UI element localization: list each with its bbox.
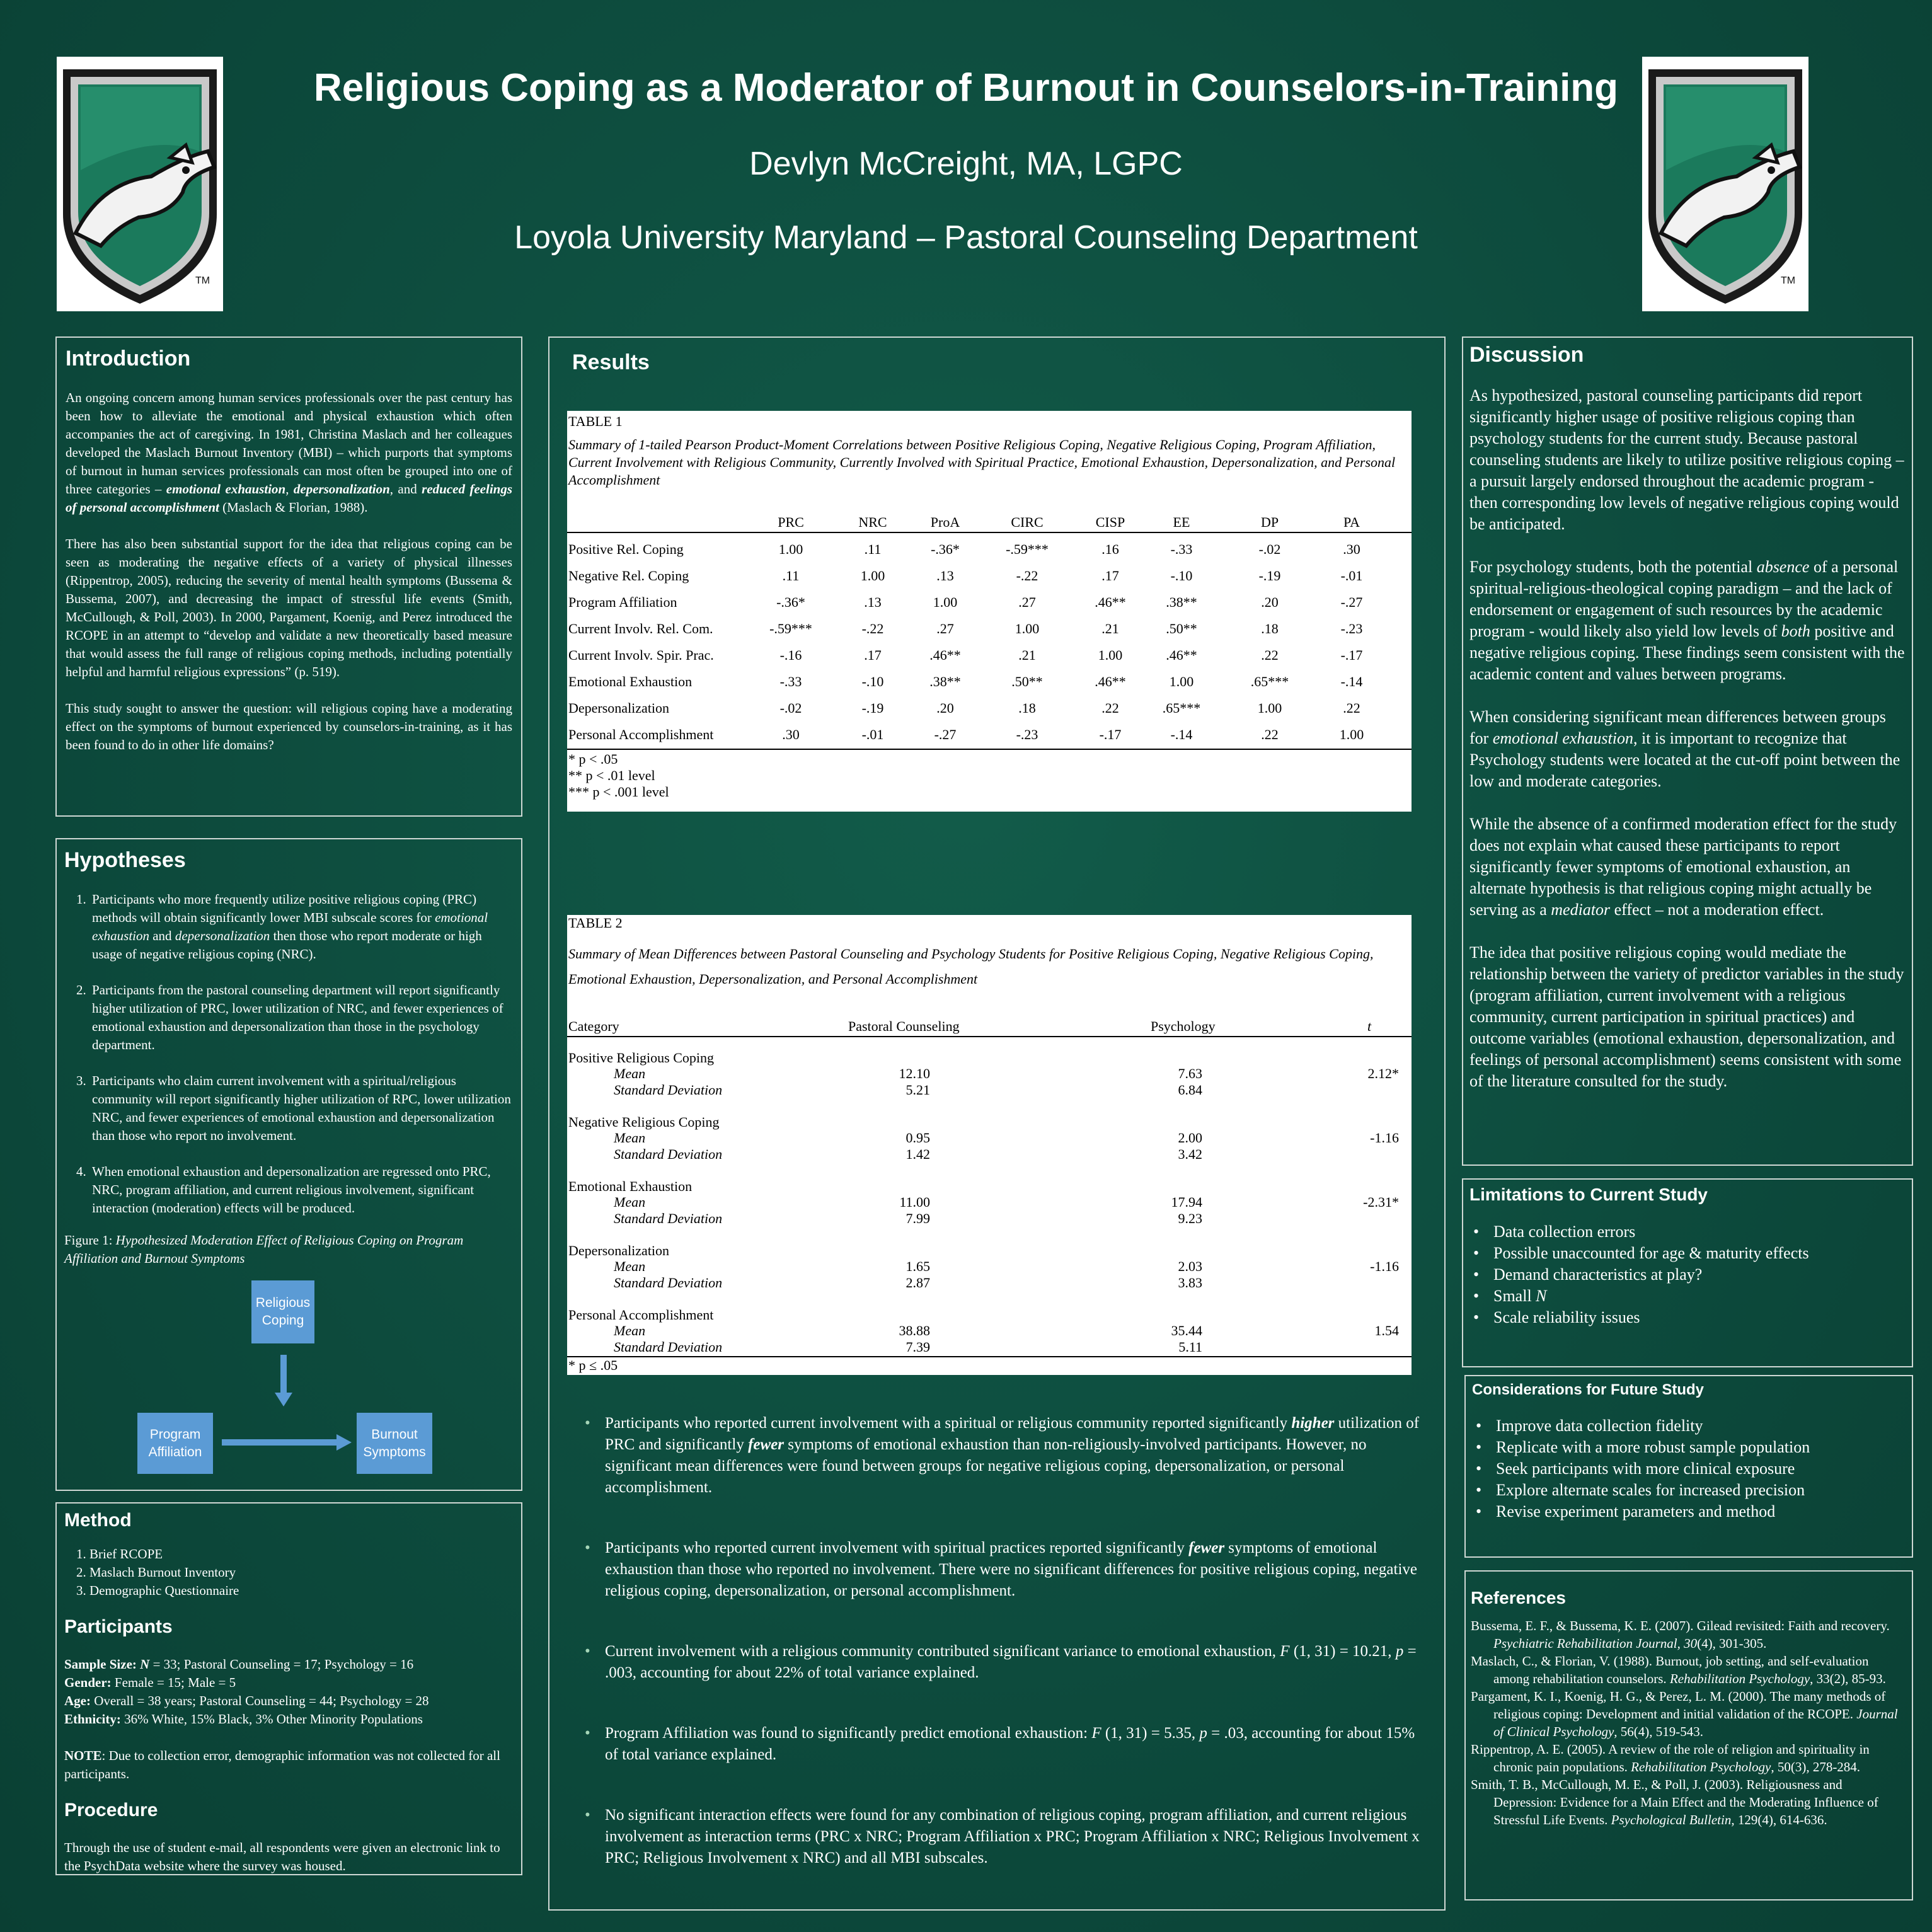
results-panel	[548, 336, 1446, 1911]
table2-psychology-mean: 2.03	[1178, 1258, 1202, 1274]
reference-item: Pargament, K. I., Koenig, H. G., & Perez, L. M. (2000). The many methods of religious coping: Development and initial validation of the RCOPE. Journal of Clinical Psychology, 56(4), 519-543.	[1471, 1689, 1898, 1739]
procedure-body: Through the use of student e-mail, all respondents were given an electronic link to the PsychData website where the survey was housed.	[64, 1840, 500, 1873]
table2-header-pastoral: Pastoral Counseling	[848, 1018, 960, 1034]
limitation-item: • Small N	[1493, 1285, 1906, 1307]
table1-cell: .22	[1101, 700, 1119, 716]
table1-row-label: Depersonalization	[568, 700, 670, 716]
table1-cell: .65***	[1162, 700, 1201, 716]
table2-pastoral-sd: 2.87	[906, 1275, 930, 1291]
table2-t-value: -1.16	[1370, 1258, 1399, 1274]
table1-cell: -.59***	[1006, 541, 1049, 557]
table1-cell: 1.00	[933, 594, 958, 610]
table2-category: Positive Religious Coping	[568, 1050, 715, 1066]
method-item-2: 2. Maslach Burnout Inventory	[89, 1563, 514, 1582]
table2-psychology-mean: 35.44	[1171, 1323, 1202, 1338]
table1-cell: 1.00	[778, 541, 803, 557]
table1-cell: -.19	[1258, 568, 1281, 584]
hypothesis-1: 1. Participants who more frequently utilize positive religious coping (PRC) methods will obtain significantly lower MBI subscale scores for emotional exhaustion and depersonalization then those who report moderate or high usage of negative religious coping (NRC).	[89, 890, 514, 963]
table1-cell: .46**	[1095, 674, 1126, 689]
table1-column-header: CISP	[1095, 514, 1125, 530]
table1-notes	[568, 751, 669, 800]
table1-column-header: PA	[1343, 514, 1360, 530]
table2-pastoral-sd: 1.42	[906, 1146, 930, 1162]
discussion-paragraph-4: While the absence of a confirmed moderation effect for the study does not explain what caused these participants to report significantly fewer symptoms of emotional exhaustion, an alternate hypothesis is that religious coping might actually be serving as a mediator effect – not a moderation effect.	[1469, 815, 1897, 919]
table2-psychology-sd: 6.84	[1178, 1082, 1202, 1098]
discussion-title: Discussion	[1469, 343, 1584, 367]
gender: Gender: Female = 15; Male = 5	[64, 1675, 236, 1690]
table2-pastoral-mean: 11.00	[899, 1194, 930, 1210]
limitations-list	[1469, 1221, 1906, 1328]
table1-cell: -.14	[1340, 674, 1363, 689]
mean-differences-table	[567, 915, 1412, 1375]
method-list	[64, 1545, 514, 1600]
table1-cell: 1.00	[1339, 727, 1364, 742]
table1-cell: -.17	[1099, 727, 1122, 742]
table1-cell: -.23	[1340, 621, 1363, 636]
limitation-item: • Demand characteristics at play?	[1493, 1264, 1906, 1285]
references-title: References	[1471, 1588, 1566, 1607]
limitations-title: Limitations to Current Study	[1469, 1185, 1708, 1204]
diagram-box-religious-coping: Religious Coping	[251, 1280, 314, 1343]
discussion-panel	[1462, 336, 1913, 1166]
table1-label: TABLE 1	[568, 413, 623, 429]
table1-cell: 1.00	[1015, 621, 1040, 636]
hypothesis-3: 3. Participants who claim current involvement with a spiritual/religious community will report significantly higher utilization of RPC, lower utilization NRC, and fewer experiences of emotional exhaustion and depersonalization than those who report no involvement.	[89, 1072, 514, 1145]
finding-1: • Participants who reported current involvement with a spiritual or religious community reported significantly higher utilization of PRC and significantly fewer symptoms of emotional exhaustion than non-religiously-involved participants. However, no significant mean differences were found between groups for negative religious coping, depersonalization, or personal accomplishment.	[605, 1413, 1424, 1498]
correlation-table	[567, 411, 1412, 812]
table1-bottom-rule	[567, 749, 1412, 750]
table1-column-header: NRC	[858, 514, 887, 530]
table1-cell: .13	[936, 568, 954, 584]
table2-header-t: t	[1367, 1018, 1372, 1034]
future-item: • Revise experiment parameters and method	[1496, 1501, 1906, 1522]
table2-header-category: Category	[568, 1018, 619, 1034]
table2-psychology-sd: 3.42	[1178, 1146, 1202, 1162]
table1-cell: .50**	[1166, 621, 1197, 636]
figure-caption: Figure 1: Hypothesized Moderation Effect of Religious Coping on Program Affiliation and Burnout Symptoms	[64, 1233, 464, 1266]
table2-psychology-sd: 9.23	[1178, 1210, 1202, 1226]
table1-cell: -.23	[1016, 727, 1038, 742]
table1-cell: .22	[1343, 700, 1360, 716]
table1-cell: .22	[1261, 727, 1279, 742]
limitation-item: • Data collection errors	[1493, 1221, 1906, 1243]
table2-t-value: 2.12*	[1367, 1066, 1399, 1081]
table1-column-header: ProA	[930, 514, 960, 530]
table2-mean-label: Mean	[614, 1258, 646, 1274]
table1-cell: -.19	[861, 700, 884, 716]
table1-cell: .38**	[929, 674, 961, 689]
limitation-item: • Scale reliability issues	[1493, 1307, 1906, 1328]
table1-cell: .20	[1261, 594, 1279, 610]
table1-cell: .46**	[1095, 594, 1126, 610]
table1-row-label: Personal Accomplishment	[568, 727, 714, 742]
diagram-box-program-affiliation: Program Affiliation	[137, 1413, 213, 1474]
table1-cell: .65***	[1250, 674, 1289, 689]
table2-pastoral-mean: 0.95	[906, 1130, 930, 1146]
table1-cell: .22	[1261, 647, 1279, 663]
table2-mean-label: Mean	[614, 1194, 646, 1210]
table2-pastoral-mean: 38.88	[899, 1323, 930, 1338]
table1-cell: .18	[1018, 700, 1036, 716]
table1-note: *** p < .001 level	[568, 784, 669, 800]
table1-note: * p < .05	[568, 751, 618, 767]
table1-cell: .30	[1343, 541, 1360, 557]
participants-body	[64, 1655, 514, 1783]
discussion-paragraph-2: For psychology students, both the potential absence of a personal spiritual-religious-theological coping paradigm – and the lack of endorsement or engagement of such resources by the academic program - would likely also yield low levels of both positive and negative religious coping. These findings seem consistent with the academic content and values between programs.	[1469, 558, 1905, 683]
participants-title: Participants	[64, 1616, 173, 1637]
introduction-body	[66, 389, 512, 754]
table2-pastoral-sd: 7.39	[906, 1339, 930, 1355]
references-list	[1471, 1617, 1907, 1829]
results-title: Results	[572, 350, 650, 374]
sample-size: Sample Size: N = 33; Pastoral Counseling = 17; Psychology = 16	[64, 1657, 414, 1672]
future-item: • Improve data collection fidelity	[1496, 1415, 1906, 1437]
table2-category: Negative Religious Coping	[568, 1114, 720, 1130]
results-findings	[584, 1413, 1424, 1869]
table1-cell: -.17	[1340, 647, 1363, 663]
age: Age: Overall = 38 years; Pastoral Counseling = 44; Psychology = 28	[64, 1693, 429, 1708]
table1-cell: .50**	[1011, 674, 1043, 689]
table2-t-value: 1.54	[1374, 1323, 1399, 1338]
table1-cell: .21	[1018, 647, 1036, 663]
table2-label: TABLE 2	[568, 915, 623, 931]
table2-mean-label: Mean	[614, 1066, 646, 1081]
table1-cell: -.02	[779, 700, 802, 716]
affiliation: Loyola University Maryland – Pastoral Counseling Department	[514, 219, 1418, 256]
references-panel	[1464, 1570, 1913, 1900]
table2-category: Emotional Exhaustion	[568, 1178, 693, 1194]
reference-item: Rippentrop, A. E. (2005). A review of the role of religion and spirituality in chronic pain populations. Rehabilitation Psychology, 50(3), 278-284.	[1471, 1742, 1870, 1774]
table1-cell: -.33	[1170, 541, 1193, 557]
table1-cell: -.14	[1170, 727, 1193, 742]
table1-cell: .38**	[1166, 594, 1197, 610]
table1-cell: .13	[864, 594, 882, 610]
table1-cell: -.33	[779, 674, 802, 689]
table1-cell: -.27	[934, 727, 957, 742]
table2-psychology-mean: 17.94	[1171, 1194, 1202, 1210]
table2-category: Depersonalization	[568, 1243, 670, 1258]
method-title: Method	[64, 1510, 132, 1531]
future-study-panel	[1464, 1375, 1913, 1558]
table1-cell: .20	[936, 700, 954, 716]
table2-caption: Summary of Mean Differences between Pastoral Counseling and Psychology Students for Positive Religious Coping, Negative Religious Coping, Emotional Exhaustion, Depersonalization, and Personal Accomplishment	[568, 946, 1374, 987]
table1-cell: .46**	[929, 647, 961, 663]
table2-t-value: -2.31*	[1363, 1194, 1399, 1210]
hypotheses-panel	[55, 838, 522, 1491]
hypothesis-2: 2. Participants from the pastoral counseling department will report significantly higher utilization of PRC, lower utilization of NRC, and fewer experiences of emotional exhaustion and depersonalization than those in the psychology department.	[89, 981, 514, 1054]
table2-t-value: -1.16	[1370, 1130, 1399, 1146]
table1-cell: -.02	[1258, 541, 1281, 557]
table2-category: Personal Accomplishment	[568, 1307, 714, 1323]
table2-pastoral-mean: 12.10	[899, 1066, 930, 1081]
table1-cell: -.22	[861, 621, 884, 636]
future-item: • Replicate with a more robust sample population	[1496, 1437, 1906, 1458]
table2-sd-label: Standard Deviation	[614, 1146, 723, 1162]
hypothesis-4: 4. When emotional exhaustion and depersonalization are regressed onto PRC, NRC, program affiliation, and current religious involvement, significant interaction (moderation) effects will be produced.	[89, 1163, 514, 1217]
table2-mean-label: Mean	[614, 1130, 646, 1146]
reference-item: Maslach, C., & Florian, V. (1988). Burnout, job setting, and self-evaluation among rehabilitation counselors. Rehabilitation Psychology, 33(2), 85-93.	[1471, 1653, 1886, 1686]
table2-psychology-sd: 3.83	[1178, 1275, 1202, 1291]
table1-column-header: EE	[1173, 514, 1190, 530]
table1-cell: -.59***	[769, 621, 812, 636]
table1-cell: .16	[1101, 541, 1119, 557]
table2-sd-label: Standard Deviation	[614, 1275, 723, 1291]
intro-paragraph-3: This study sought to answer the question: will religious coping have a moderating effect on the symptoms of burnout experienced by counselors-in-training, as it has been found to do in other life domains?	[66, 701, 512, 752]
table1-cell: -.01	[1340, 568, 1363, 584]
discussion-body	[1469, 385, 1906, 1092]
finding-4: • Program Affiliation was found to significantly predict emotional exhaustion: F (1, 31) = 5.35, p = .03, accounting for about 15% of total variance explained.	[605, 1723, 1424, 1766]
table1-cell: 1.00	[1169, 674, 1194, 689]
table1-row-label: Current Involv. Spir. Prac.	[568, 647, 714, 663]
table1-column-header: PRC	[778, 514, 804, 530]
table1-caption: Summary of 1-tailed Pearson Product-Moment Correlations between Positive Religious Coping, Negative Religious Coping, Program Affiliation, Current Involvement with Religious Community, Currently Involved with Spiritual Practice, Emotional Exhaustion, Depersonalization, and Personal Accomplishment	[568, 437, 1396, 488]
table2-mean-label: Mean	[614, 1323, 646, 1338]
table1-cell: .11	[782, 568, 800, 584]
table1-cell: .46**	[1166, 647, 1197, 663]
table1-row-label: Positive Rel. Coping	[568, 541, 684, 557]
diagram-arrows	[57, 1280, 524, 1488]
future-item: • Explore alternate scales for increased precision	[1496, 1480, 1906, 1501]
ethnicity: Ethnicity: 36% White, 15% Black, 3% Other Minority Populations	[64, 1711, 423, 1727]
procedure-title: Procedure	[64, 1800, 158, 1820]
limitation-item: • Possible unaccounted for age & maturity effects	[1493, 1243, 1906, 1264]
discussion-paragraph-3: When considering significant mean differences between groups for emotional exhaustion, it is important to recognize that Psychology students were located at the cut-off point between the low and moderate categories.	[1469, 708, 1900, 790]
hypotheses-list	[64, 890, 514, 1217]
table2-pastoral-sd: 7.99	[906, 1210, 930, 1226]
table2-bottom-rule	[567, 1356, 1412, 1357]
table2-pastoral-sd: 5.21	[906, 1082, 930, 1098]
method-item-1: 1. Brief RCOPE	[89, 1545, 514, 1563]
table2-pastoral-mean: 1.65	[906, 1258, 930, 1274]
limitations-panel	[1462, 1178, 1913, 1367]
poster-title: Religious Coping as a Moderator of Burnout in Counselors-in-Training	[313, 66, 1619, 110]
table1-cell: -.27	[1340, 594, 1363, 610]
table1-cell: .11	[864, 541, 882, 557]
table1-row-label: Emotional Exhaustion	[568, 674, 693, 689]
table2-note: * p ≤ .05	[568, 1357, 618, 1373]
table2-psychology-sd: 5.11	[1178, 1339, 1202, 1355]
svg-text:TM: TM	[195, 275, 210, 286]
future-item: • Seek participants with more clinical exposure	[1496, 1458, 1906, 1480]
table1-cell: -.16	[779, 647, 802, 663]
table1-cell: .27	[936, 621, 954, 636]
introduction-panel	[55, 336, 522, 817]
table1-cell: .27	[1018, 594, 1036, 610]
table1-note: ** p < .01 level	[568, 768, 655, 783]
future-study-title: Considerations for Future Study	[1472, 1381, 1705, 1398]
table1-cell: 1.00	[860, 568, 885, 584]
table1-cell: .18	[1261, 621, 1279, 636]
method-panel	[55, 1502, 522, 1875]
table1-cell: -.22	[1016, 568, 1038, 584]
table1-cell: .21	[1101, 621, 1119, 636]
hypotheses-title: Hypotheses	[64, 848, 186, 872]
table2-psychology-mean: 2.00	[1178, 1130, 1202, 1146]
introduction-title: Introduction	[66, 347, 191, 371]
intro-paragraph-2: There has also been substantial support for the idea that religious coping can be seen as moderating the negative effects of a variety of physical illnesses (Rippentrop, 2005), reducing the severity of mental health symptoms (Bussema & Bussema, 2007), and decreasing the impact of stressful life events (Smith, McCullough, & Poll, 2003). In 2000, Pargament, Koenig, and Perez introduced the RCOPE in an attempt to “develop and validate a new theoretically based measure that would assess the full range of religious coping methods, including potentially helpful and harmful religious expressions” (p. 519).	[66, 536, 512, 679]
table1-cell: .17	[1101, 568, 1119, 584]
reference-item: Smith, T. B., McCullough, M. E., & Poll, J. (2003). Religiousness and Depression: Evidence for a Main Effect and the Moderating Influence of Stressful Life Events. Psychological Bulletin, 129(4), 614-636.	[1471, 1777, 1878, 1827]
finding-2: • Participants who reported current involvement with spiritual practices reported significantly fewer symptoms of emotional exhaustion than those who reported no involvement. There were no significant differences for positive religious coping, negative religious coping, depersonalization, or personal accomplishment.	[605, 1538, 1424, 1602]
svg-text:TM: TM	[1781, 275, 1796, 286]
table1-row-label: Program Affiliation	[568, 594, 677, 610]
table1-row-label: Current Involv. Rel. Com.	[568, 621, 713, 636]
method-item-3: 3. Demographic Questionnaire	[89, 1582, 514, 1600]
table1-column-header: DP	[1260, 514, 1279, 530]
table1-row-label: Negative Rel. Coping	[568, 568, 689, 584]
finding-3: • Current involvement with a religious community contributed significant variance to emotional exhaustion, F (1, 31) = 10.21, p = .003, accounting for about 22% of total variance explained.	[605, 1641, 1424, 1684]
future-study-list	[1472, 1415, 1906, 1522]
finding-5: • No significant interaction effects were found for any combination of religious coping, program affiliation, and current religious involvement as interaction terms (PRC x NRC; Program Affiliation x PRC; Program Affiliation x NRC; Religious Involvement x PRC; Religious Involvement x NRC) and all MBI subscales.	[605, 1805, 1424, 1869]
table1-cell: .30	[782, 727, 800, 742]
table1-cell: .17	[864, 647, 882, 663]
table1-cell: -.36*	[776, 594, 805, 610]
table1-cell: 1.00	[1257, 700, 1282, 716]
moderation-diagram	[57, 1280, 524, 1488]
reference-item: Bussema, E. F., & Bussema, K. E. (2007). Gilead revisited: Faith and recovery. Psychiatric Rehabilitation Journal, 30(4), 301-305.	[1471, 1618, 1890, 1651]
table2-psychology-mean: 7.63	[1178, 1066, 1202, 1081]
discussion-paragraph-1: As hypothesized, pastoral counseling participants did report significantly higher usage of positive religious coping than psychology students for the current study. Because pastoral counseling students are likely to utilize positive religious coping – a pursuit largely endorsed throughout the academic program - then corresponding low levels of negative religious coping would be anticipated.	[1469, 386, 1904, 533]
table2-sd-label: Standard Deviation	[614, 1210, 723, 1226]
table1-column-header: CIRC	[1011, 514, 1044, 530]
diagram-box-burnout-symptoms: Burnout Symptoms	[357, 1413, 432, 1474]
table1-cell: -.10	[1170, 568, 1193, 584]
table1-cell: -.10	[861, 674, 884, 689]
table2-header-rule	[567, 1036, 1412, 1037]
table2-sd-label: Standard Deviation	[614, 1082, 723, 1098]
discussion-paragraph-5: The idea that positive religious coping would mediate the relationship between the variety of predictor variables in the study (program affiliation, current involvement with a religious community, current participation in spiritual practices) and outcome variables (emotional exhaustion, depersonalization, and feelings of personal accomplishment) seems consistent with some of the literature consulted for the study.	[1469, 943, 1904, 1090]
table1-top-rule	[567, 532, 1412, 533]
intro-paragraph-1: An ongoing concern among human services professionals over the past century has been how to alleviate the emotional and physical exhaustion which often accompanies the act of caregiving. In 1981, Christina Maslach and her colleagues developed the Maslach Burnout Inventory (MBI) – which purports that symptoms of burnout in human services professionals can most often be grouped into one of three categories – emotional exhaustion, depersonalization, and reduced feelings of personal accomplishment (Maslach & Florian, 1988).	[66, 390, 513, 515]
table2-sd-label: Standard Deviation	[614, 1339, 723, 1355]
table2-header-psychology: Psychology	[1151, 1018, 1216, 1034]
table1-cell: -.36*	[931, 541, 960, 557]
author-name: Devlyn McCreight, MA, LGPC	[749, 146, 1183, 182]
table1-cell: -.01	[861, 727, 884, 742]
demographic-note: NOTE: Due to collection error, demographic information was not collected for all participants.	[64, 1748, 500, 1781]
table1-cell: 1.00	[1098, 647, 1123, 663]
